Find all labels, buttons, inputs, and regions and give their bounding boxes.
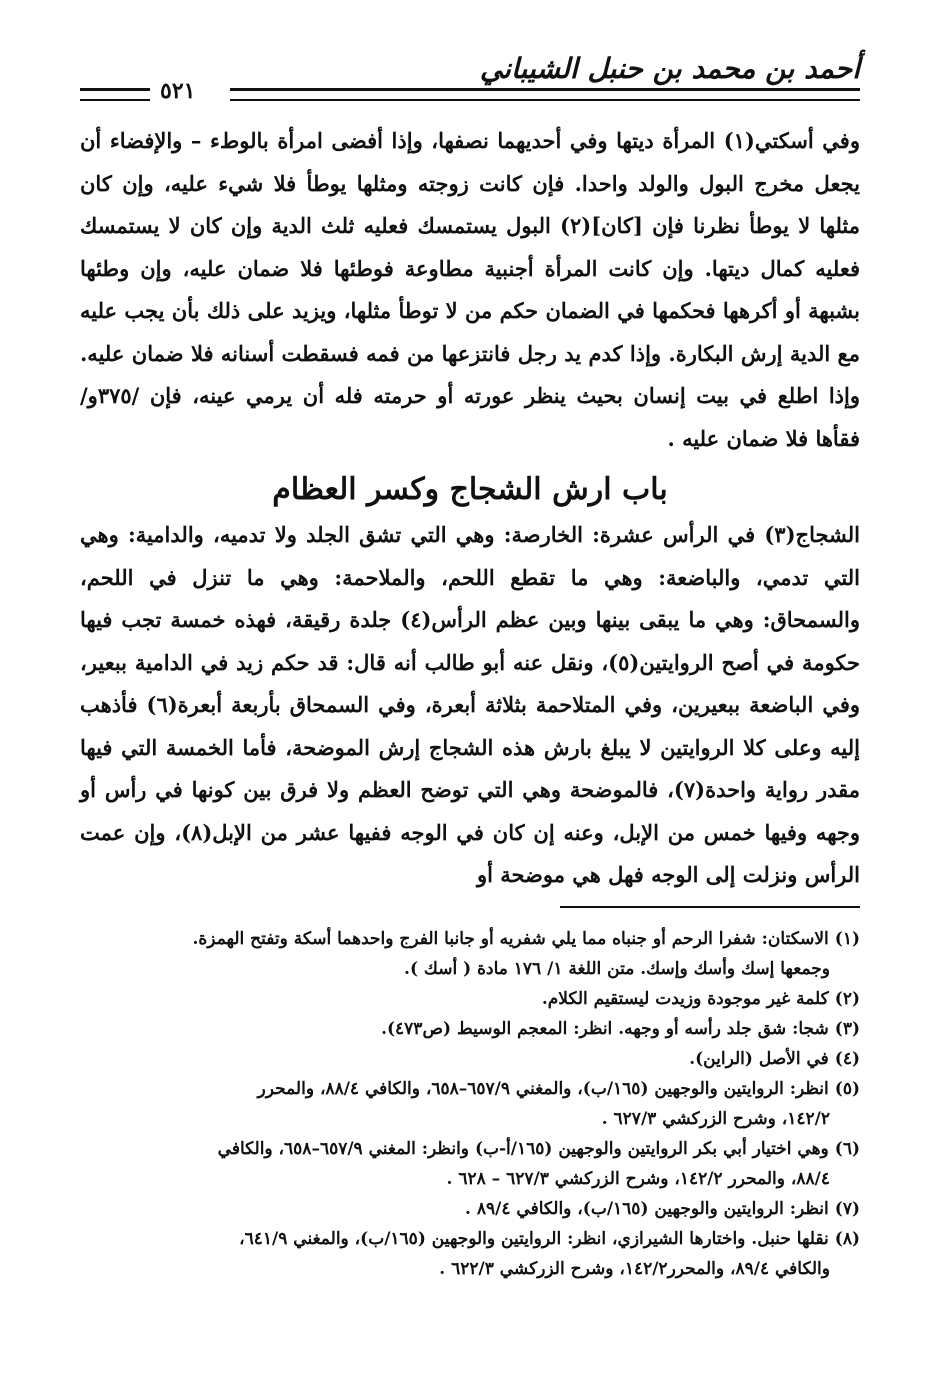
footnote-text: كلمة غير موجودة وزيدت ليستقيم الكلام.: [541, 989, 829, 1009]
footnote-text: وهي اختيار أبي بكر الروايتين والوجهين (١٦٥/أ-ب) وانظر: المغني ٦٥٧/٩–٦٥٨، والكافي: [217, 1139, 829, 1159]
header-rule-right: [230, 88, 860, 101]
footnote-number: (٢): [834, 989, 860, 1009]
paragraph: الشجاج(٣) في الرأس عشرة: الخارصة: وهي التي تشق الجلد ولا تدميه، والدامية: وهي التي تدمي، والباضعة: وهي ما تقطع اللحم، والملاحمة: وهي ما تنزل في اللحم، والسمحاق: وهي ما يبقى بينها وبين عظم الرأس(٤) جلدة رقيقة، فهذه خمسة تجب فيها حكومة في أصح الروايتين(٥)، ونقل عنه أبو طالب أنه قال: قد حكم زيد في الدامية ببعير، وفي الباضعة ببعيرين، وفي المتلاحمة بثلاثة أبعرة، وفي السمحاق بأربعة أبعرة(٦) فأذهب إليه وعلى كلا الروايتين لا يبلغ بارش هذه الشجاج إرش الموضحة، فأما الخمسة التي فيها مقدر رواية واحدة(٧)، فالموضحة وهي التي توضح العظم ولا فرق بين كونها في رأس أو وجهه وفيها خمس من الإبل، وعنه إن كان في الوجه ففيها عشر من الإبل(٨)، وإن عمت الرأس ونزلت إلى الوجه فهل هي موضحة أو: [80, 522, 861, 887]
footnote-number: (٣): [834, 1019, 860, 1039]
footnote-7: [80, 1194, 860, 1224]
footnote-8: [80, 1224, 860, 1284]
footnote-1: [80, 924, 860, 984]
paragraph: وفي أسكتي(١) المرأة ديتها وفي أحديهما نصفها، وإذا أفضى امرأة بالوطء – والإفضاء أن يجعل مخرج البول والولد واحدا. فإن كانت زوجته ومثلها يوطأ فلا شيء عليه، وإن كان مثلها لا يوطأ نظرنا فإن [كان](٢) البول يستمسك فعليه ثلث الدية وإن كان لا يستمسك فعليه كمال ديتها. وإن كانت المرأة أجنبية مطاوعة فوطئها فلا ضمان عليه، وإن وطئها بشبهة أو أكرهها فحكمها في الضمان حكم من لا توطأ مثلها، ويزيد على ذلك بأن يجب عليه مع الدية إرش البكارة. وإذا كدم يد رجل فانتزعها من فمه فسقطت أسنانه فلا ضمان عليه. وإذا اطلع في بيت إنسان بحيث ينظر عورته أو حرمته فله أن يرمي عينه، فإن /٣٧٥و/ فقأها فلا ضمان عليه .: [80, 128, 860, 451]
footnote-text: الاسكتان: شفرا الرحم أو جنباه مما يلي شفريه أو جانبا الفرج واحدهما أسكة وتفتح الهمزة.: [192, 929, 829, 949]
footnote-text: انظر: الروايتين والوجهين (١٦٥/ب)، والكافي ٨٩/٤ .: [465, 1199, 829, 1219]
main-text-section-2: [80, 514, 860, 897]
footnote-number: (٦): [834, 1139, 860, 1159]
page-number: ٥٢١: [160, 78, 196, 104]
chapter-title: باب ارش الشجاج وكسر العظام: [272, 472, 668, 507]
footnote-continuation: ٨٨/٤، والمحرر ١٤٢/٢، وشرح الزركشي ٦٢٧/٣ – ٦٢٨ .: [446, 1169, 830, 1189]
footnote-number: (٤): [834, 1049, 860, 1069]
header-rule-left: [80, 88, 150, 101]
footnote-continuation: وجمعها إسك وأسك وإسك. متن اللغة ١/ ١٧٦ مادة ( أسك ).: [404, 959, 830, 979]
footnote-number: (٥): [834, 1079, 860, 1099]
main-text-section-1: [80, 120, 860, 460]
footnotes: [80, 924, 860, 1284]
footnote-number: (٧): [834, 1199, 860, 1219]
running-title: أحمد بن محمد بن حنبل الشيباني: [479, 52, 860, 85]
footnote-continuation: ١٤٢/٢، وشرح الزركشي ٦٢٧/٣ .: [601, 1109, 830, 1129]
footnote-6: [80, 1134, 860, 1194]
footnote-continuation: والكافي ٨٩/٤، والمحرر١٤٢/٢، وشرح الزركشي ٦٢٢/٣ .: [439, 1259, 830, 1279]
footnote-text: في الأصل (الراين).: [689, 1049, 829, 1069]
footnote-5: [80, 1074, 860, 1134]
footnote-number: (٨): [834, 1229, 860, 1249]
footnote-4: [80, 1044, 860, 1074]
page-header: [80, 52, 860, 108]
footnote-text: نقلها حنبل. واختارها الشيرازي، انظر: الروايتين والوجهين (١٦٥/ب)، والمغني ٦٤١/٩،: [239, 1229, 829, 1249]
footnote-3: [80, 1014, 860, 1044]
footnote-2: [80, 984, 860, 1014]
footnote-number: (١): [834, 929, 860, 949]
footnote-separator: [560, 906, 860, 908]
footnote-text: انظر: الروايتين والوجهين (١٦٥/ب)، والمغني ٦٥٧/٩–٦٥٨، والكافي ٨٨/٤، والمحرر: [257, 1079, 829, 1099]
footnote-text: شجا: شق جلد رأسه أو وجهه. انظر: المعجم الوسيط (ص٤٧٣).: [381, 1019, 829, 1039]
